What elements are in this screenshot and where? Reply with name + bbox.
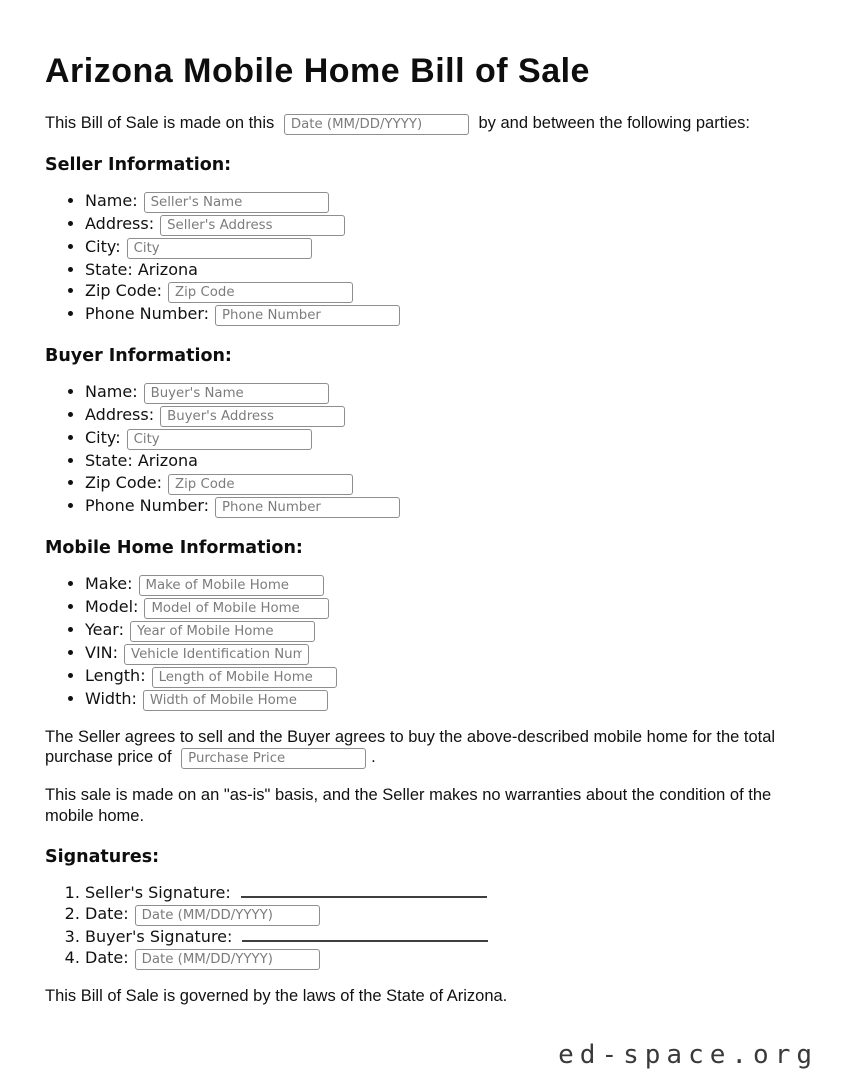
seller-name-row (85, 190, 800, 213)
model-label: Model: (85, 596, 139, 616)
seller-sign-date-row (85, 903, 800, 926)
model-row (85, 596, 800, 619)
length-input[interactable] (152, 667, 337, 688)
seller-address-row (85, 213, 800, 236)
buyer-section-heading: Buyer Information: (45, 346, 232, 367)
width-input[interactable] (143, 690, 328, 711)
buyer-sign-date-row (85, 947, 800, 970)
seller-name-label: Name: (85, 191, 138, 210)
seller-city-input[interactable] (127, 238, 312, 259)
year-input[interactable] (130, 621, 315, 642)
buyer-state-label: State: Arizona (85, 451, 198, 471)
buyer-phone-label: Phone Number: (85, 495, 210, 515)
seller-zip-label: Zip Code: (85, 281, 162, 301)
buyer-name-input[interactable] (144, 383, 329, 404)
length-row (85, 665, 800, 688)
seller-phone-row (85, 303, 800, 326)
buyer-name-label: Name: (85, 382, 138, 402)
intro-text-after: by and between the following parties: (478, 114, 750, 132)
site-watermark: ed-space.org (558, 1040, 818, 1070)
buyer-phone-input[interactable] (215, 497, 400, 518)
buyer-city-row (85, 427, 800, 450)
buyer-state-row (85, 450, 800, 471)
seller-field-list (45, 190, 800, 326)
signatures-list (45, 882, 800, 971)
purchase-text-before: The Seller agrees to sell and the Buyer agrees to buy the above-described mobile home for the total purchase price of (45, 727, 776, 767)
page-title: Arizona Mobile Home Bill of Sale (45, 52, 590, 90)
intro-text-before: This Bill of Sale is made on this (45, 114, 275, 132)
governing-law-paragraph: This Bill of Sale is governed by the laws of the State of Arizona. (45, 987, 508, 1006)
length-label: Length: (85, 665, 146, 685)
buyer-zip-input[interactable] (168, 474, 353, 495)
seller-sign-date-label: Date: (85, 904, 129, 924)
buyer-sign-date-input[interactable] (135, 949, 320, 970)
width-row (85, 688, 800, 711)
seller-state-label: State: Arizona (85, 260, 198, 279)
buyer-address-row (85, 404, 800, 427)
buyer-field-list (45, 381, 800, 517)
buyer-signature-label: Buyer's Signature: (85, 927, 233, 947)
purchase-text-after: . (371, 748, 376, 767)
year-row (85, 619, 800, 642)
seller-zip-row (85, 280, 800, 303)
buyer-city-label: City: (85, 428, 121, 448)
seller-signature-label: Seller's Signature: (85, 882, 231, 902)
purchase-price-input[interactable] (181, 748, 366, 769)
buyer-address-label: Address: (85, 405, 155, 425)
seller-phone-label: Phone Number: (85, 304, 210, 324)
make-input[interactable] (139, 575, 324, 596)
seller-city-label: City: (85, 237, 121, 256)
seller-city-row (85, 236, 800, 259)
mobile-home-section-heading: Mobile Home Information: (45, 537, 303, 558)
buyer-name-row (85, 381, 800, 404)
seller-section-heading: Seller Information: (45, 155, 232, 175)
buyer-signature-line (242, 927, 488, 942)
model-input[interactable] (144, 598, 329, 619)
seller-state-row (85, 259, 800, 280)
seller-address-input[interactable] (160, 215, 345, 236)
make-label: Make: (85, 573, 133, 593)
buyer-zip-label: Zip Code: (85, 472, 162, 492)
seller-phone-input[interactable] (215, 305, 400, 326)
as-is-paragraph: This sale is made on an "as-is" basis, and the Seller makes no warranties about the condition of the mobile home. (45, 786, 772, 826)
seller-zip-input[interactable] (168, 282, 353, 303)
seller-signature-row (85, 882, 800, 903)
vin-row (85, 642, 800, 665)
intro-paragraph (45, 113, 800, 135)
buyer-phone-row (85, 495, 800, 518)
signatures-section-heading: Signatures: (45, 846, 160, 867)
purchase-paragraph (45, 727, 800, 770)
width-label: Width: (85, 688, 137, 708)
date-made-input[interactable] (284, 114, 469, 135)
vin-label: VIN: (85, 642, 119, 662)
seller-name-input[interactable] (144, 192, 329, 213)
buyer-signature-row (85, 926, 800, 947)
seller-address-label: Address: (85, 214, 155, 233)
make-row (85, 573, 800, 596)
buyer-sign-date-label: Date: (85, 948, 129, 968)
buyer-address-input[interactable] (160, 406, 345, 427)
buyer-zip-row (85, 472, 800, 495)
year-label: Year: (85, 619, 124, 639)
seller-signature-line (241, 883, 487, 898)
seller-sign-date-input[interactable] (135, 905, 320, 926)
buyer-city-input[interactable] (127, 429, 312, 450)
vin-input[interactable] (124, 644, 309, 665)
mobile-home-field-list (45, 573, 800, 711)
